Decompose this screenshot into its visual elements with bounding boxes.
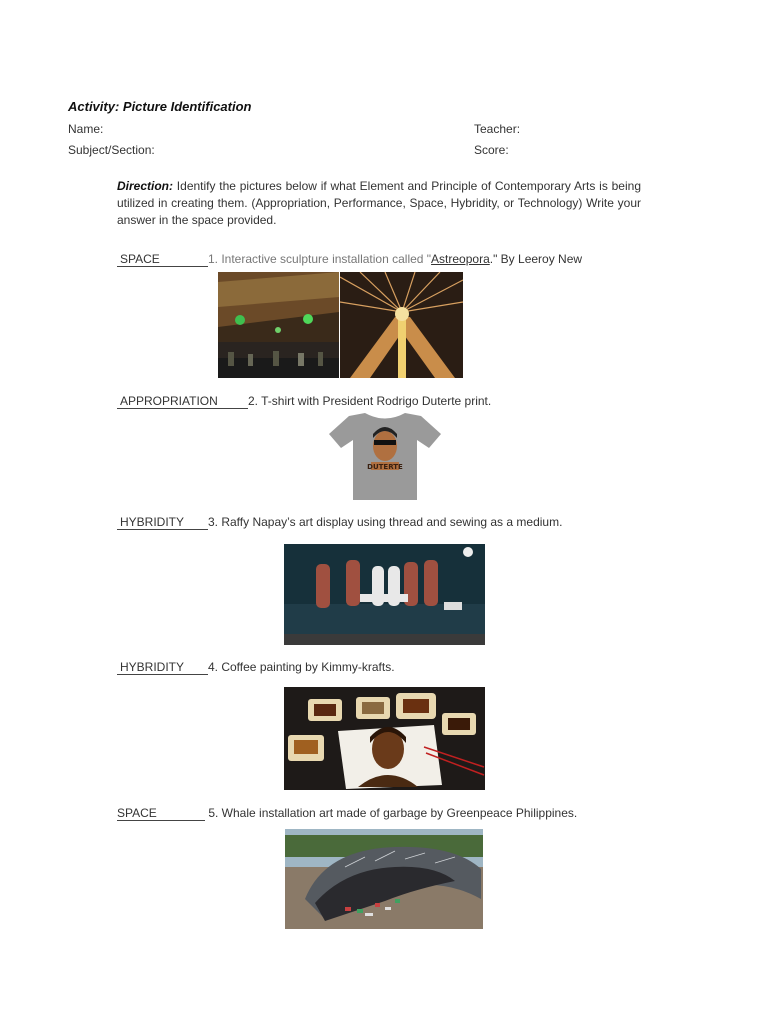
astreopora-photo-left [218,272,339,378]
item-5-row [117,806,577,821]
score-field-label: Score: [474,143,509,157]
name-field-label: Name: [68,122,104,136]
item-4-answer: HYBRIDITY [117,660,208,675]
astreopora-photo-right [340,272,463,378]
item-2-text: 2. T-shirt with President Rodrigo Duterte print. [248,394,492,408]
item-4-row [117,660,395,675]
item-1-text-a: Interactive sculpture installation called " [221,252,432,266]
direction-text: Identify the pictures below if what Element and Principle of Contemporary Arts is being utilized in creating them. (Appropriation, Performance, Space, Hybridity, or Technology) Write your answer in the space provided. [117,179,641,227]
item-2-answer: APPROPRIATION [117,394,248,409]
activity-title: Activity: Picture Identification [68,99,252,114]
direction-label: Direction: [117,179,174,193]
item-5-answer: SPACE [117,806,205,821]
item-1-prefix: 1. [208,252,222,266]
item-3-text: 3. Raffy Napay’s art display using thread and sewing as a medium. [208,515,563,529]
item-1-row [117,252,582,267]
item-2-row [117,394,491,409]
duterte-tshirt-photo [327,410,443,501]
teacher-field-label: Teacher: [474,122,521,136]
direction-paragraph [117,178,641,229]
item-5-text: 5. Whale installation art made of garbage by Greenpeace Philippines. [208,806,578,820]
whale-installation-photo [285,829,483,929]
item-1-answer: SPACE [117,252,208,267]
subject-section-field-label: Subject/Section: [68,143,155,157]
item-3-row [117,515,562,530]
coffee-painting-photo [284,687,485,790]
thread-art-photo [284,544,485,645]
item-3-answer: HYBRIDITY [117,515,208,530]
tshirt-print-text: DUTERTE [367,463,403,471]
item-1-text-b: ." By Leeroy New [489,252,583,266]
item-1-link[interactable]: Astreopora [431,252,490,266]
item-4-text: 4. Coffee painting by Kimmy-krafts. [208,660,395,674]
